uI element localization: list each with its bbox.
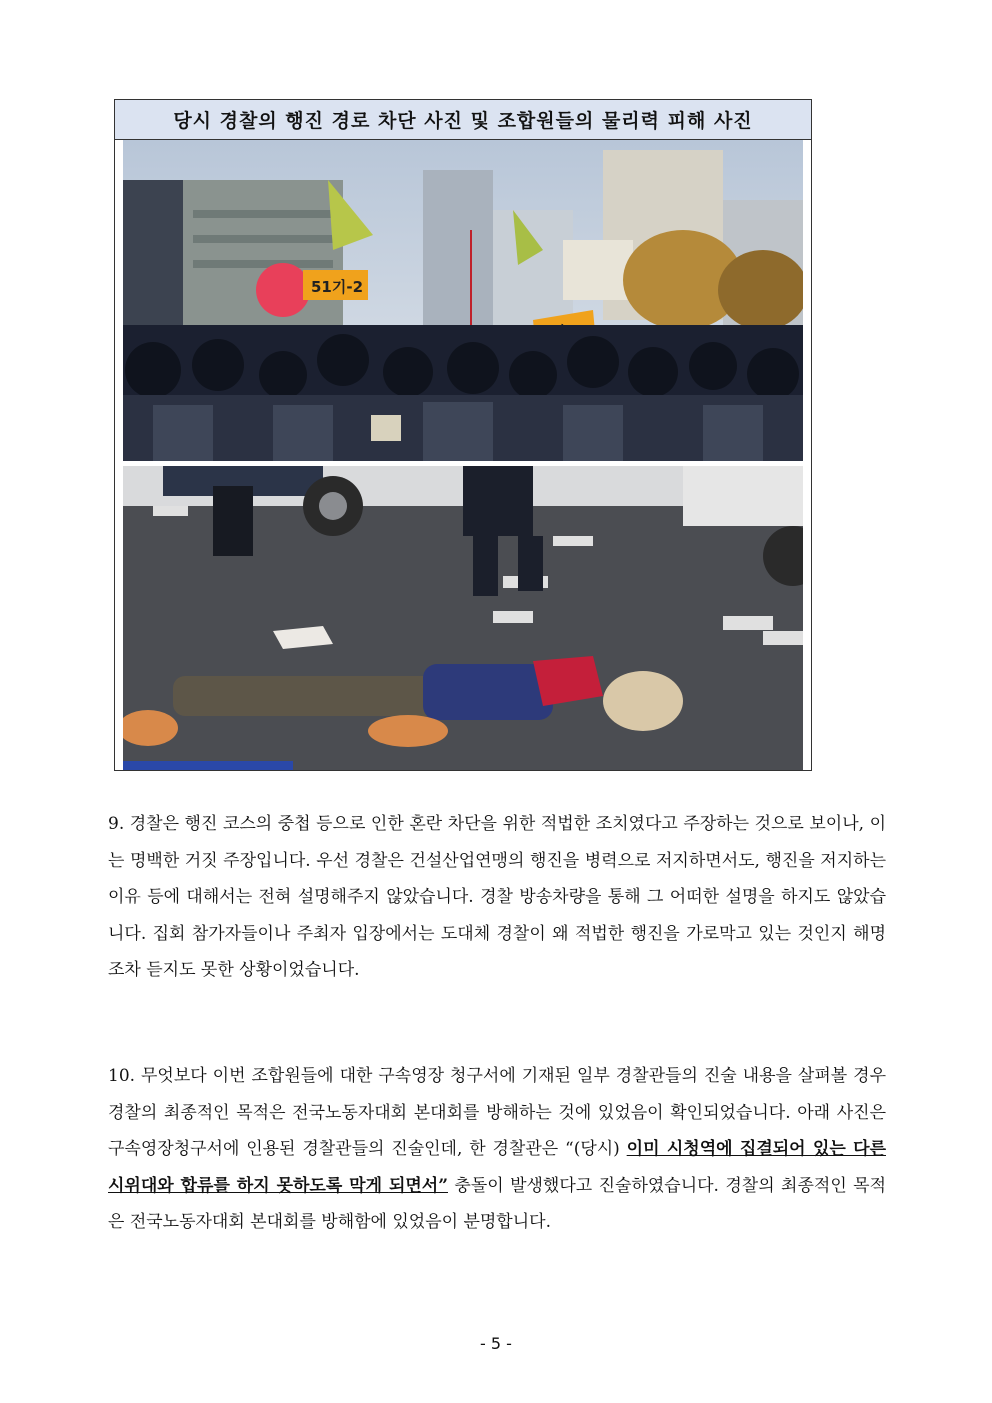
- paragraph-10-before: 10. 무엇보다 이번 조합원들에 대한 구속영장 청구서에 기재된 일부 경찰관들의 진술 내용을 살펴볼 경우 경찰의 최종적인 목적은 전국노동자대회 본대회를 방해하는 것에 있었음이 확인되었습니다. 아래 사진은 구속영장청구서에 인용된 경찰관들의 진술인데, 한 경찰관은 “(당시): [108, 1066, 886, 1159]
- paragraph-9: 9. 경찰은 행진 코스의 중첩 등으로 인한 혼란 차단을 위한 적법한 조치였다고 주장하는 것으로 보이나, 이는 명백한 거짓 주장입니다. 우선 경찰은 건설산업연맹의 행진을 병력으로 저지하면서도, 행진을 저지하는 이유 등에 대해서는 전혀 설명해주지 않았습니다. 경찰 방송차량을 통해 그 어떠한 설명을 하지도 않았습니다. 집회 참가자들이나 주최자 입장에서는 도대체 경찰이 왜 적법한 행진을 가로막고 있는 것인지 해명조차 듣지도 못한 상황이었습니다.: [108, 814, 886, 980]
- paragraph-10-after: 충돌이 발생했다고 진술하였습니다. 경찰의 최종적인 목적은 전국노동자대회 본대회를 방해함에 있었음이 분명합니다.: [108, 1175, 886, 1232]
- flag-sign-label: 51기-2: [311, 278, 364, 296]
- photo-injured-member: [123, 466, 803, 770]
- photo-police-blockade: [123, 140, 803, 461]
- paragraph-10-highlight: 이미 시청역에 집결되어 있는 다른 시위대와 합류를 하지 못하도록 막게 되면서”: [108, 1139, 886, 1196]
- photo-box: [114, 99, 812, 771]
- page-number: - 5 -: [480, 1334, 512, 1353]
- photo-caption: 당시 경찰의 행진 경로 차단 사진 및 조합원들의 물리력 피해 사진: [115, 100, 811, 140]
- paragraph-10: [108, 1058, 886, 1241]
